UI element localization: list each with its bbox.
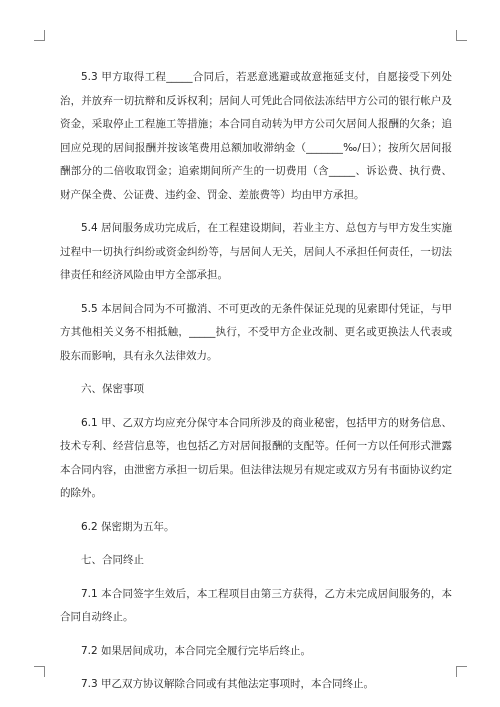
crop-mark-bottom-right: [456, 666, 467, 677]
clause-6-1: 6.1 甲、乙双方均应充分保守本合同所涉及的商业秘密，包括甲方的财务信息、技术专利、经营信息等，也包括乙方对居间报酬的支配等。任何一方以任何形式泄露本合同内容，由泄密方承担一切后果。但法律法规另有规定或双方另有书面协议约定的除外。: [60, 416, 452, 499]
crop-mark-top-left: [34, 30, 45, 41]
section-heading-confidentiality: 六、保密事项: [81, 383, 144, 395]
clause-5-5: 5.5 本居间合同为不可撤消、不可更改的无条件保证兑现的见索即付凭证，与甲方其他相关义务不相抵触，_____执行，不受甲方企业改制、更名或更换法人代表或股东而影响，具有永久法律效力。: [60, 302, 452, 362]
clause-7-1: 7.1 本合同签字生效后，本工程项目由第三方获得，乙方未完成居间服务的，本合同自动终止。: [60, 587, 452, 623]
crop-mark-top-right: [456, 30, 467, 41]
clause-7-2: 7.2 如果居间成功，本合同完全履行完毕后终止。: [81, 644, 312, 657]
clause-7-3: 7.3 甲乙双方协议解除合同或有其他法定事项时，本合同终止。: [81, 678, 375, 690]
clause-5-3: 5.3 甲方取得工程_____合同后，若恶意逃避或故意拖延支付，自愿接受下列处治，并放弃一切抗辩和反诉权利；居间人可凭此合同依法冻结甲方公司的银行帐户及资金，采取停止工程施工等措施；本合同自动转为甲方公司欠居间人报酬的欠条；追回应兑现的居间报酬并按该笔费用总额加收滞纳金（_______‰/日）；按所欠居间报酬部分的二倍收取罚金；追索期间所产生的一切费用（含_____、诉讼费、执行费、财产保全费、公证费、违约金、罚金、差旅费等）均由甲方承担。: [60, 71, 452, 201]
clause-6-2: 6.2 保密期为五年。: [81, 520, 175, 533]
clause-5-4: 5.4 居间服务成功完成后，在工程建设期间，若业主方、总包方与甲方发生实施过程中一切执行纠纷或资金纠纷等，与居间人无关，居间人不承担任何责任，一切法律责任和经济风险由甲方全部承担。: [60, 222, 452, 281]
section-heading-termination: 七、合同终止: [81, 554, 144, 566]
document-body: [60, 66, 452, 697]
crop-mark-bottom-left: [34, 666, 45, 677]
